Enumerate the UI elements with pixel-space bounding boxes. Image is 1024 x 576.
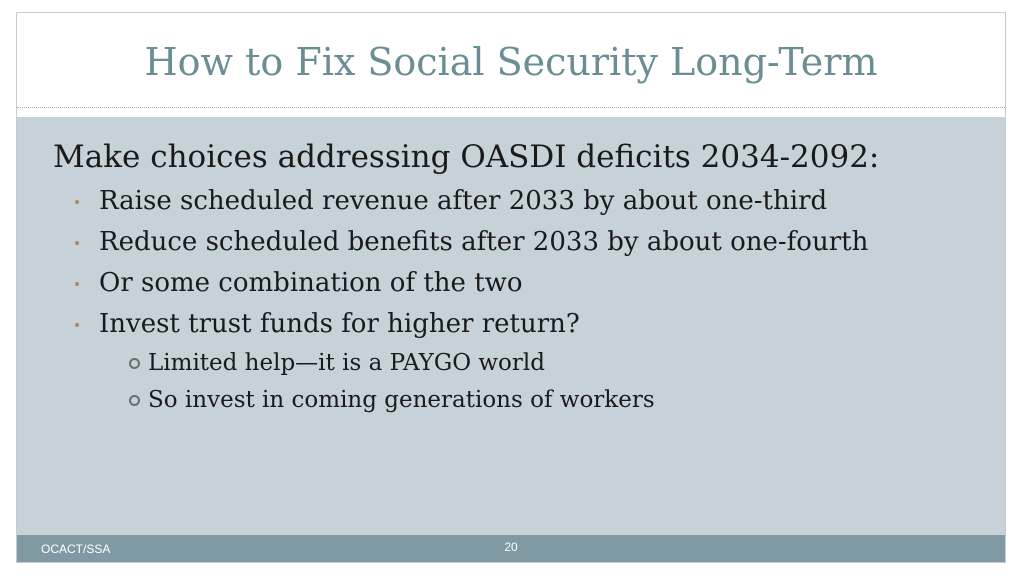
subbullet-text: So invest in coming generations of workers [148,387,655,413]
bullet-text: Invest trust funds for higher return? [99,309,580,339]
slide-title: How to Fix Social Security Long-Term [144,40,878,84]
subbullet-text: Limited help—it is a PAYGO world [148,350,545,376]
lead-text: Make choices addressing OASDI deficits 2034-2092: [53,139,880,175]
bullet-dot-icon [75,200,79,204]
subbullet-list [129,345,655,419]
bullet-dot-icon [75,323,79,327]
bullet-item [75,222,868,263]
bullet-text: Reduce scheduled benefits after 2033 by about one-fourth [99,227,869,257]
bullet-text: Or some combination of the two [99,268,523,298]
bullet-dot-icon [75,241,79,245]
slide-footer [17,535,1005,562]
bullet-text: Raise scheduled revenue after 2033 by about one-third [99,186,828,216]
ring-bullet-icon [129,395,140,406]
subbullet-item [129,345,655,382]
footer-source: OCACT/SSA [41,542,111,556]
slide [16,12,1006,563]
bullet-dot-icon [75,282,79,286]
bullet-item [75,304,868,345]
page-number: 20 [504,540,518,554]
bullet-item [75,181,868,222]
content-area [17,117,1005,537]
subbullet-item [129,382,655,419]
title-area [17,13,1005,108]
bullet-item [75,263,868,304]
ring-bullet-icon [129,358,140,369]
bullet-list [75,181,868,345]
